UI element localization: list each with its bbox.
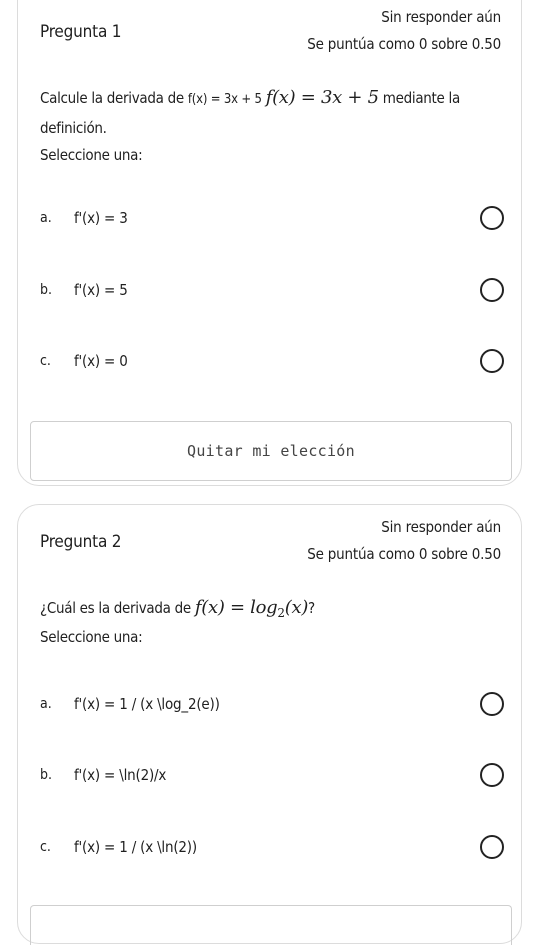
question-card-2 <box>17 504 522 944</box>
function-math-arg: (x) <box>284 597 309 618</box>
question-text <box>40 84 480 142</box>
question-status <box>307 4 501 58</box>
question-title: Pregunta 1 <box>40 22 122 42</box>
select-label: Seleccione una: <box>40 628 143 646</box>
radio-button-icon[interactable] <box>480 278 504 302</box>
grade-text: Se puntúa como 0 sobre 0.50 <box>307 545 501 563</box>
option-c[interactable] <box>40 347 504 379</box>
option-letter: b. <box>40 767 52 783</box>
clear-choice-button[interactable]: Quitar mi elección <box>30 421 512 481</box>
radio-button-icon[interactable] <box>480 692 504 716</box>
function-plain: f(x) = 3x + 5 <box>187 92 262 107</box>
grade-text: Se puntúa como 0 sobre 0.50 <box>307 35 501 53</box>
option-a[interactable] <box>40 204 504 236</box>
status-text: Sin responder aún <box>381 518 501 536</box>
radio-button-icon[interactable] <box>480 349 504 373</box>
question-card-1 <box>17 0 522 486</box>
option-text: f'(x) = 0 <box>74 352 128 370</box>
question-title: Pregunta 2 <box>40 532 122 552</box>
option-text: f'(x) = \ln(2)/x <box>74 766 167 784</box>
option-b[interactable] <box>40 761 504 793</box>
option-letter: c. <box>40 839 51 855</box>
option-text: f'(x) = 5 <box>74 281 128 299</box>
radio-button-icon[interactable] <box>480 835 504 859</box>
option-c[interactable] <box>40 833 504 865</box>
function-math: f(x) = 3x + 5 <box>265 87 379 108</box>
option-text: f'(x) = 3 <box>74 209 128 227</box>
function-math: f(x) = log <box>194 597 278 618</box>
option-text: f'(x) = 1 / (x \log_2(e)) <box>74 695 220 713</box>
option-b[interactable] <box>40 276 504 308</box>
option-text: f'(x) = 1 / (x \ln(2)) <box>74 838 197 856</box>
question-text-after: ? <box>308 599 315 617</box>
option-a[interactable] <box>40 690 504 722</box>
option-letter: c. <box>40 353 51 369</box>
question-text-before: ¿Cuál es la derivada de <box>40 599 195 617</box>
clear-choice-button-partial[interactable] <box>30 905 512 945</box>
radio-button-icon[interactable] <box>480 206 504 230</box>
question-status <box>307 514 501 568</box>
question-text-after: mediante la definición. <box>40 89 460 137</box>
select-label: Seleccione una: <box>40 146 143 164</box>
question-text <box>40 594 480 627</box>
option-letter: a. <box>40 210 52 226</box>
function-math-subscript: 2 <box>277 606 285 620</box>
option-letter: a. <box>40 696 52 712</box>
option-letter: b. <box>40 282 52 298</box>
status-text: Sin responder aún <box>381 8 501 26</box>
radio-button-icon[interactable] <box>480 763 504 787</box>
question-text-before: Calcule la derivada de <box>40 89 188 107</box>
